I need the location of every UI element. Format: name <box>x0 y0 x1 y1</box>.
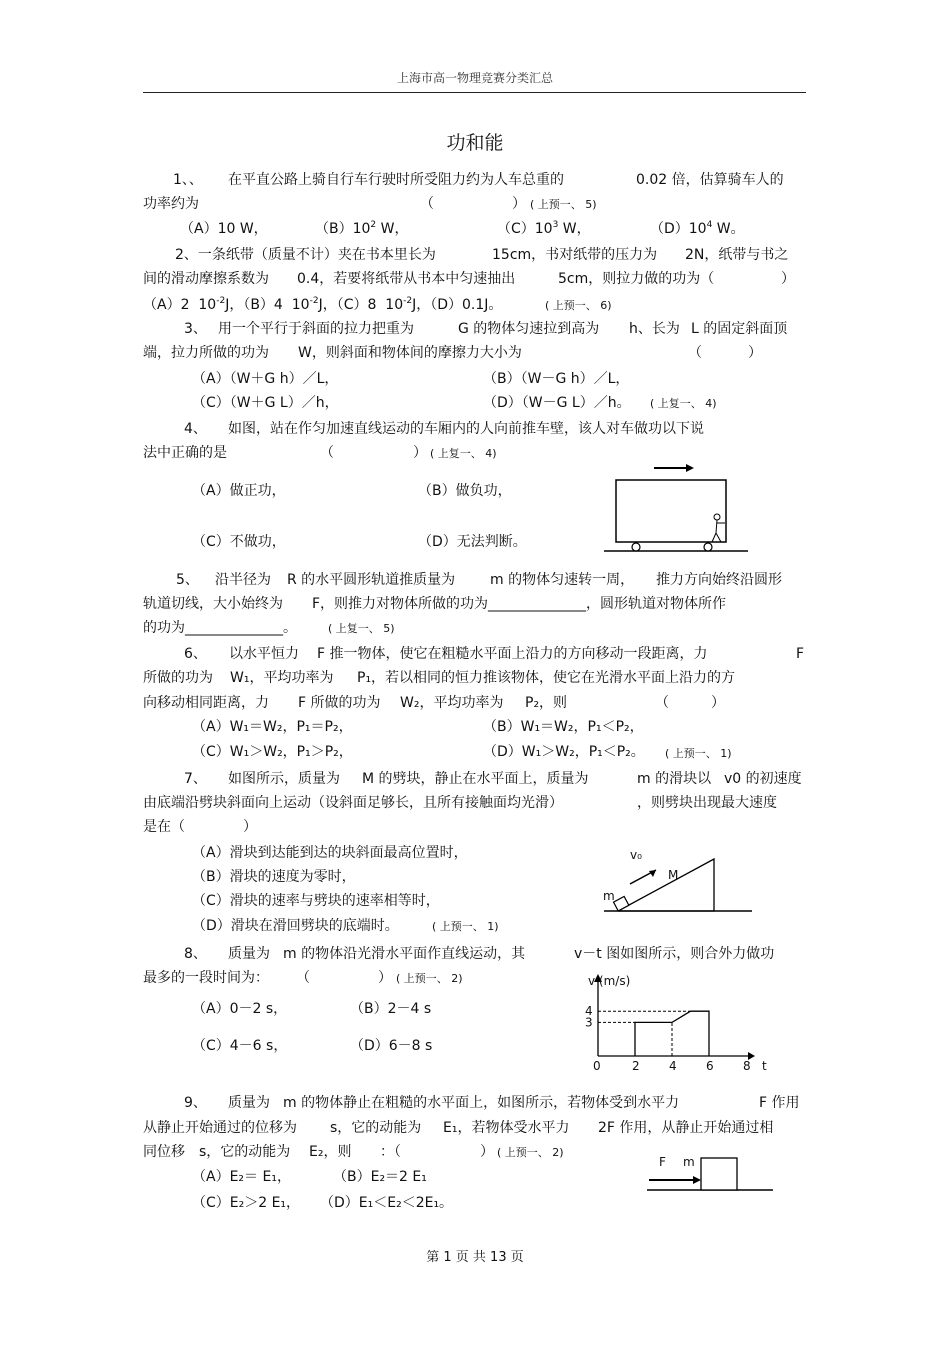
q2-source: ( 上预一、 6) <box>545 299 612 312</box>
q3-option-b: （B）（W－G h）／L， <box>483 371 630 387</box>
q8-text: 质量为 <box>228 946 270 962</box>
vt-x-tick-label: 0 <box>593 1059 601 1073</box>
q7-text: 如图所示，质量为 <box>228 771 340 787</box>
q3-option-d: （D）（W－G L）／h。 <box>483 395 631 411</box>
q7-option-b: （B）滑块的速度为零时， <box>192 869 356 885</box>
q9-text: 质量为 <box>228 1095 270 1111</box>
q9-option-b: （B）E₂＝2 E₁ <box>333 1169 427 1185</box>
q6-text: 向移动相同距离，力 <box>143 695 269 711</box>
q8-option-b: （B）2－4 s <box>350 1001 432 1017</box>
q6-number: 6、 <box>184 646 207 662</box>
q9-option-d: （D）E₁＜E₂＜2E₁。 <box>320 1195 454 1211</box>
q9-text: F 作用 <box>759 1095 800 1111</box>
q5-text: F，则推力对物体所做的功为______________，圆形轨道对物体所作 <box>312 596 727 612</box>
q6-bracket-open: （ <box>655 695 669 711</box>
q9-text: s，它的动能为 <box>330 1120 422 1136</box>
q8-option-d: （D）6－8 s <box>350 1038 433 1054</box>
q8-option-a: （A）0－2 s， <box>192 1001 288 1017</box>
q9-bracket-close: ） <box>480 1144 494 1160</box>
q6-text: P₂，则 <box>525 695 568 711</box>
q9-block-figure <box>645 1152 775 1194</box>
q7-fig-v0-label: v₀ <box>630 848 642 862</box>
q4-option-c: （C）不做功， <box>192 534 286 550</box>
q2-bracket-close: ） <box>781 271 795 287</box>
vt-y-label: v (m/s) <box>588 974 631 988</box>
q6-text: P₁，若以相同的恒力推该物体，使它在光滑水平面上沿力的方 <box>357 670 736 686</box>
q6-text: W₂，平均功率为 <box>400 695 504 711</box>
q1-text: 在平直公路上骑自行车行驶时所受阻力约为人车总重的 <box>228 172 564 188</box>
q7-option-c: （C）滑块的速率与劈块的速率相等时， <box>192 893 440 909</box>
q3-text: L 的固定斜面顶 <box>691 321 788 337</box>
q7-wedge-figure <box>598 842 758 917</box>
vt-x-tick-label: 6 <box>706 1059 714 1073</box>
q1-bracket-close: ） <box>512 196 526 212</box>
page-title: 功和能 <box>446 132 504 154</box>
q1-option-d: $(D)10^4$ W。 <box>650 220 745 237</box>
q4-option-d: （D）无法判断。 <box>418 534 527 550</box>
page-footer: 第 1 页 共 13 页 <box>426 1250 524 1265</box>
q4-bracket-open: （ <box>320 445 334 461</box>
q7-text: m 的滑块以 <box>637 771 712 787</box>
q8-option-c: （C）4－6 s， <box>192 1038 288 1054</box>
q8-bracket-open: （ <box>296 970 310 986</box>
q7-text: 由底端沿劈块斜面向上运动（设斜面足够长，且所有接触面均光滑） <box>143 795 563 811</box>
q6-option-c: （C）W₁＞W₂，P₁＞P₂， <box>192 744 353 760</box>
q9-option-a: （A）E₂＝ E₁， <box>192 1169 291 1185</box>
vt-x-tick-label: 8 <box>743 1059 751 1073</box>
q1-number: 1、、 <box>173 172 203 188</box>
q3-number: 3、 <box>184 321 207 337</box>
q3-option-c: （C）（W＋G L）／h， <box>192 395 339 411</box>
q1-text: 0.02 倍，估算骑车人的 <box>636 172 784 188</box>
q1-option-b: $(B)10^2$ W， <box>315 220 409 237</box>
q6-text: W₁，平均功率为 <box>230 670 334 686</box>
q4-text: 如图，站在作匀加速直线运动的车厢内的人向前推车壁，该人对车做功以下说 <box>228 421 704 437</box>
vt-y-tick-label: 3 <box>585 1015 593 1030</box>
q3-bracket-open: （ <box>688 345 702 361</box>
q9-source: ( 上预一、 2) <box>497 1146 564 1159</box>
vt-chart <box>580 970 780 1075</box>
q5-source: ( 上复一、 5) <box>328 622 395 635</box>
q1-source: ( 上预一、 5) <box>530 198 597 211</box>
q9-number: 9、 <box>184 1095 207 1111</box>
q2-text: 5cm，则拉力做的功为（ <box>558 271 715 287</box>
q7-source: ( 上预一、 1) <box>432 920 499 933</box>
q2-text: 0.4，若要将纸带从书本中匀速抽出 <box>297 271 516 287</box>
q5-text: 沿半径为 <box>215 572 271 588</box>
vt-x-tick-label: 2 <box>632 1059 640 1073</box>
q6-text: F <box>796 646 805 662</box>
q1-bracket-open: （ <box>420 196 434 212</box>
q3-text: 用一个平行于斜面的拉力把重为 <box>218 321 414 337</box>
q2-options: （A）2 $10^{-2}J$，（B）4 $10^{-2}J$，（C）8 $10^{-2}J$，（D）0.1J。 <box>143 296 503 313</box>
q6-source: ( 上预一、 1) <box>665 747 732 760</box>
q6-option-a: （A）W₁＝W₂，P₁＝P₂， <box>192 719 353 735</box>
q9-text: E₂，则 <box>309 1144 352 1160</box>
q5-text: R 的水平圆形轨道推质量为 <box>287 572 456 588</box>
q2-text: 2N，纸带与书之 <box>685 247 789 263</box>
q9-text: 同位移 <box>143 1144 185 1160</box>
q3-option-a: （A）（W＋G h）／L， <box>192 371 339 387</box>
q9-option-c: （C）E₂＞2 E₁， <box>192 1195 301 1211</box>
q6-option-d: （D）W₁＞W₂，P₁＜P₂。 <box>483 744 645 760</box>
q2-text: 2、一条纸带（质量不计）夹在书本里长为 <box>175 247 436 263</box>
q8-bracket-close: ） <box>378 970 392 986</box>
page-header: 上海市高一物理竞赛分类汇总 <box>396 71 553 85</box>
q3-text: W，则斜面和物体间的摩擦力大小为 <box>298 345 522 361</box>
q5-number: 5、 <box>176 572 199 588</box>
vt-x-label: t <box>762 1059 767 1073</box>
q8-text: v－t 图如图所示，则合外力做功 <box>574 946 775 962</box>
q4-option-a: （A）做正功， <box>192 483 286 499</box>
vt-y-tick-label: 4 <box>585 1004 593 1019</box>
q2-text: 间的滑动摩擦系数为 <box>143 271 269 287</box>
q9-text: m 的物体静止在粗糙的水平面上，如图所示，若物体受到水平力 <box>283 1095 680 1111</box>
q8-text: m 的物体沿光滑水平面作直线运动，其 <box>283 946 526 962</box>
q7-text: 是在（ <box>143 819 185 835</box>
q9-fig-m-label: m <box>683 1155 695 1169</box>
q1-option-a: （A）10 W， <box>180 221 268 237</box>
q3-bracket-close: ） <box>748 345 762 361</box>
q3-text: 端，拉力所做的功为 <box>143 345 269 361</box>
q4-car-figure <box>600 460 750 556</box>
q9-fig-F-label: F <box>659 1155 666 1169</box>
q1-option-c: $(C)10^3$ W， <box>497 220 591 237</box>
q9-text: 从静止开始通过的位移为 <box>143 1120 297 1136</box>
q6-text: F 所做的功为 <box>298 695 381 711</box>
q7-option-d: （D）滑块在滑回劈块的底端时。 <box>192 918 399 934</box>
q6-option-b: （B）W₁＝W₂，P₁＜P₂， <box>483 719 644 735</box>
header-rule <box>143 92 806 93</box>
q3-source: ( 上复一、 4) <box>650 397 717 410</box>
q1-text: 功率约为 <box>143 196 199 212</box>
q4-text: 法中正确的是 <box>143 445 227 461</box>
q7-fig-m-label: m <box>603 889 615 903</box>
q8-number: 8、 <box>184 946 207 962</box>
q4-bracket-close: ） <box>413 445 427 461</box>
q7-bracket-close: ） <box>243 819 257 835</box>
q7-option-a: （A）滑块到达能到达的块斜面最高位置时， <box>192 845 468 861</box>
q7-text: ，则劈块出现最大速度 <box>637 795 777 811</box>
q8-text: 最多的一段时间为： <box>143 970 269 986</box>
q9-text: s，它的动能为 <box>199 1144 291 1160</box>
q4-source: ( 上复一、 4) <box>430 447 497 460</box>
q9-text: 2F 作用，从静止开始通过相 <box>598 1120 774 1136</box>
q4-number: 4、 <box>184 421 207 437</box>
q7-number: 7、 <box>184 771 207 787</box>
q5-text: 推力方向始终沿圆形 <box>656 572 782 588</box>
vt-x-tick-label: 4 <box>669 1059 677 1073</box>
q6-text: 以水平恒力 <box>229 646 299 662</box>
q5-text: 的功为______________。 <box>143 620 297 636</box>
q7-text: M 的劈块，静止在水平面上，质量为 <box>362 771 589 787</box>
q6-text: F 推一物体，使它在粗糙水平面上沿力的方向移动一段距离，力 <box>317 646 708 662</box>
q2-text: 15cm，书对纸带的压力为 <box>492 247 658 263</box>
q7-fig-M-label: M <box>668 868 679 882</box>
q9-text: E₁，若物体受水平力 <box>443 1120 570 1136</box>
q6-bracket-close: ） <box>711 695 725 711</box>
q6-text: 所做的功为 <box>143 670 213 686</box>
q9-bracket-open: ：（ <box>380 1144 401 1160</box>
q5-text: m 的物体匀速转一周， <box>490 572 635 588</box>
q5-text: 轨道切线，大小始终为 <box>143 596 283 612</box>
q3-text: G 的物体匀速拉到高为 <box>458 321 600 337</box>
q8-source: ( 上预一、 2) <box>396 972 463 985</box>
q4-option-b: （B）做负功， <box>418 483 512 499</box>
q3-text: h、长为 <box>629 321 680 337</box>
q7-text: v0 的初速度 <box>724 771 802 787</box>
